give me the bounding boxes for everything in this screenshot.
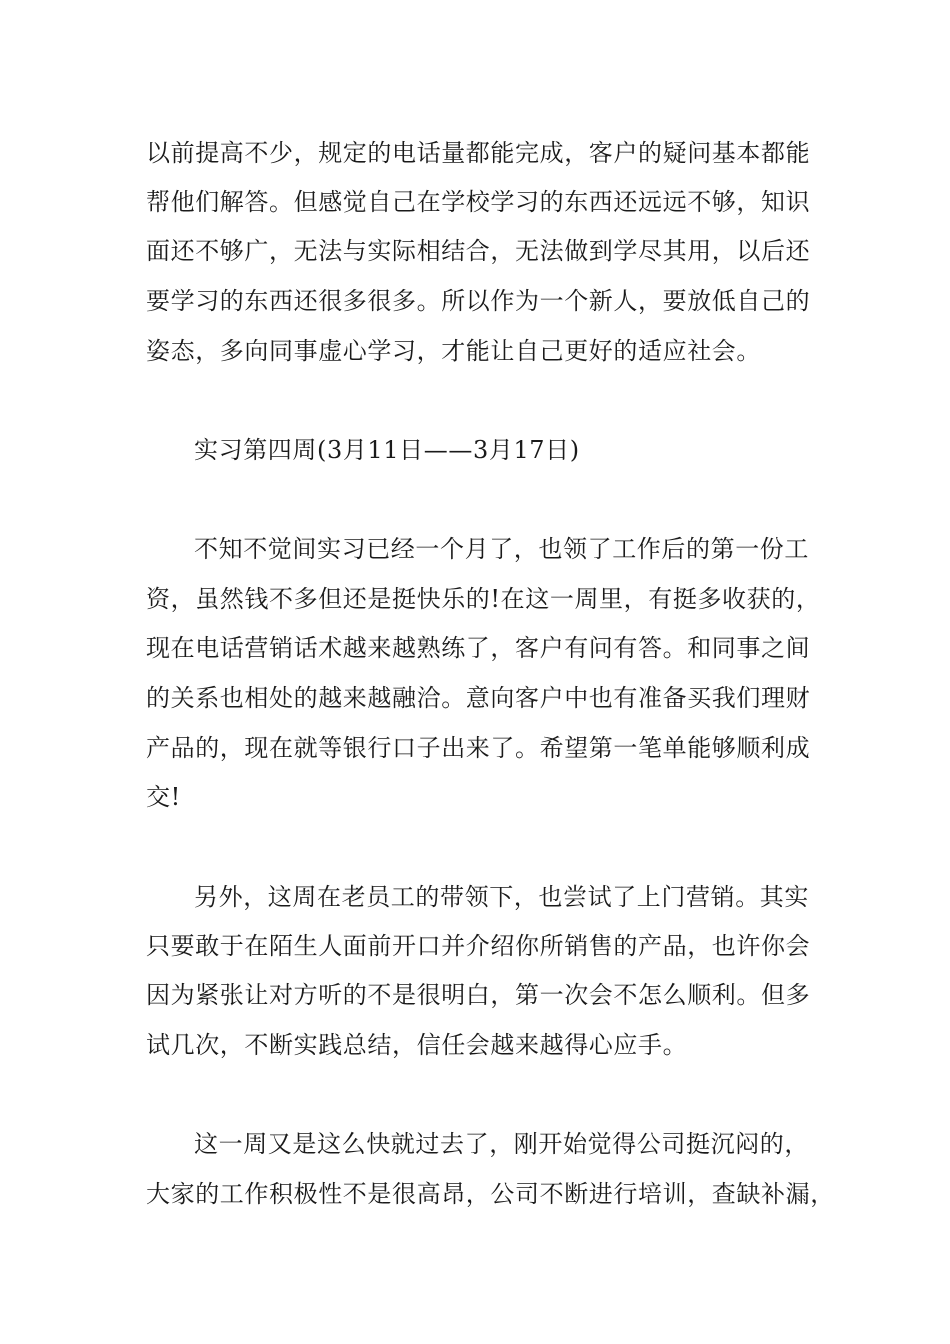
paragraph-1-line-3: 面还不够广，无法与实际相结合，无法做到学尽其用，以后还 (146, 237, 811, 265)
paragraph-2-line-3: 现在电话营销话术越来越熟练了，客户有问有答。和同事之间 (146, 634, 811, 662)
section-heading: 实习第四周(3月11日——3月17日) (194, 436, 580, 464)
paragraph-2-line-2: 资，虽然钱不多但还是挺快乐的!在这一周里，有挺多收获的， (146, 585, 821, 613)
paragraph-2-line-5: 产品的，现在就等银行口子出来了。希望第一笔单能够顺利成 (146, 734, 811, 762)
paragraph-3-line-4: 试几次，不断实践总结，信任会越来越得心应手。 (146, 1031, 688, 1059)
paragraph-4-line-1: 这一周又是这么快就过去了，刚开始觉得公司挺沉闷的， (194, 1130, 809, 1158)
paragraph-2-line-4: 的关系也相处的越来越融洽。意向客户中也有准备买我们理财 (146, 684, 811, 712)
paragraph-3-line-1: 另外，这周在老员工的带领下，也尝试了上门营销。其实 (194, 883, 809, 911)
paragraph-4-line-2: 大家的工作积极性不是很高昂，公司不断进行培训，查缺补漏， (146, 1180, 835, 1208)
paragraph-3-line-2: 只要敢于在陌生人面前开口并介绍你所销售的产品，也许你会 (146, 932, 811, 960)
paragraph-1-line-2: 帮他们解答。但感觉自己在学校学习的东西还远远不够，知识 (146, 188, 811, 216)
paragraph-2-line-6: 交! (146, 783, 181, 811)
paragraph-3-line-3: 因为紧张让对方听的不是很明白，第一次会不怎么顺利。但多 (146, 981, 811, 1009)
paragraph-1-line-5: 姿态，多向同事虚心学习，才能让自己更好的适应社会。 (146, 337, 761, 365)
paragraph-2-line-1: 不知不觉间实习已经一个月了，也领了工作后的第一份工 (194, 535, 809, 563)
paragraph-1-line-4: 要学习的东西还很多很多。所以作为一个新人，要放低自己的 (146, 287, 811, 315)
paragraph-1-line-1: 以前提高不少，规定的电话量都能完成，客户的疑问基本都能 (146, 139, 811, 167)
